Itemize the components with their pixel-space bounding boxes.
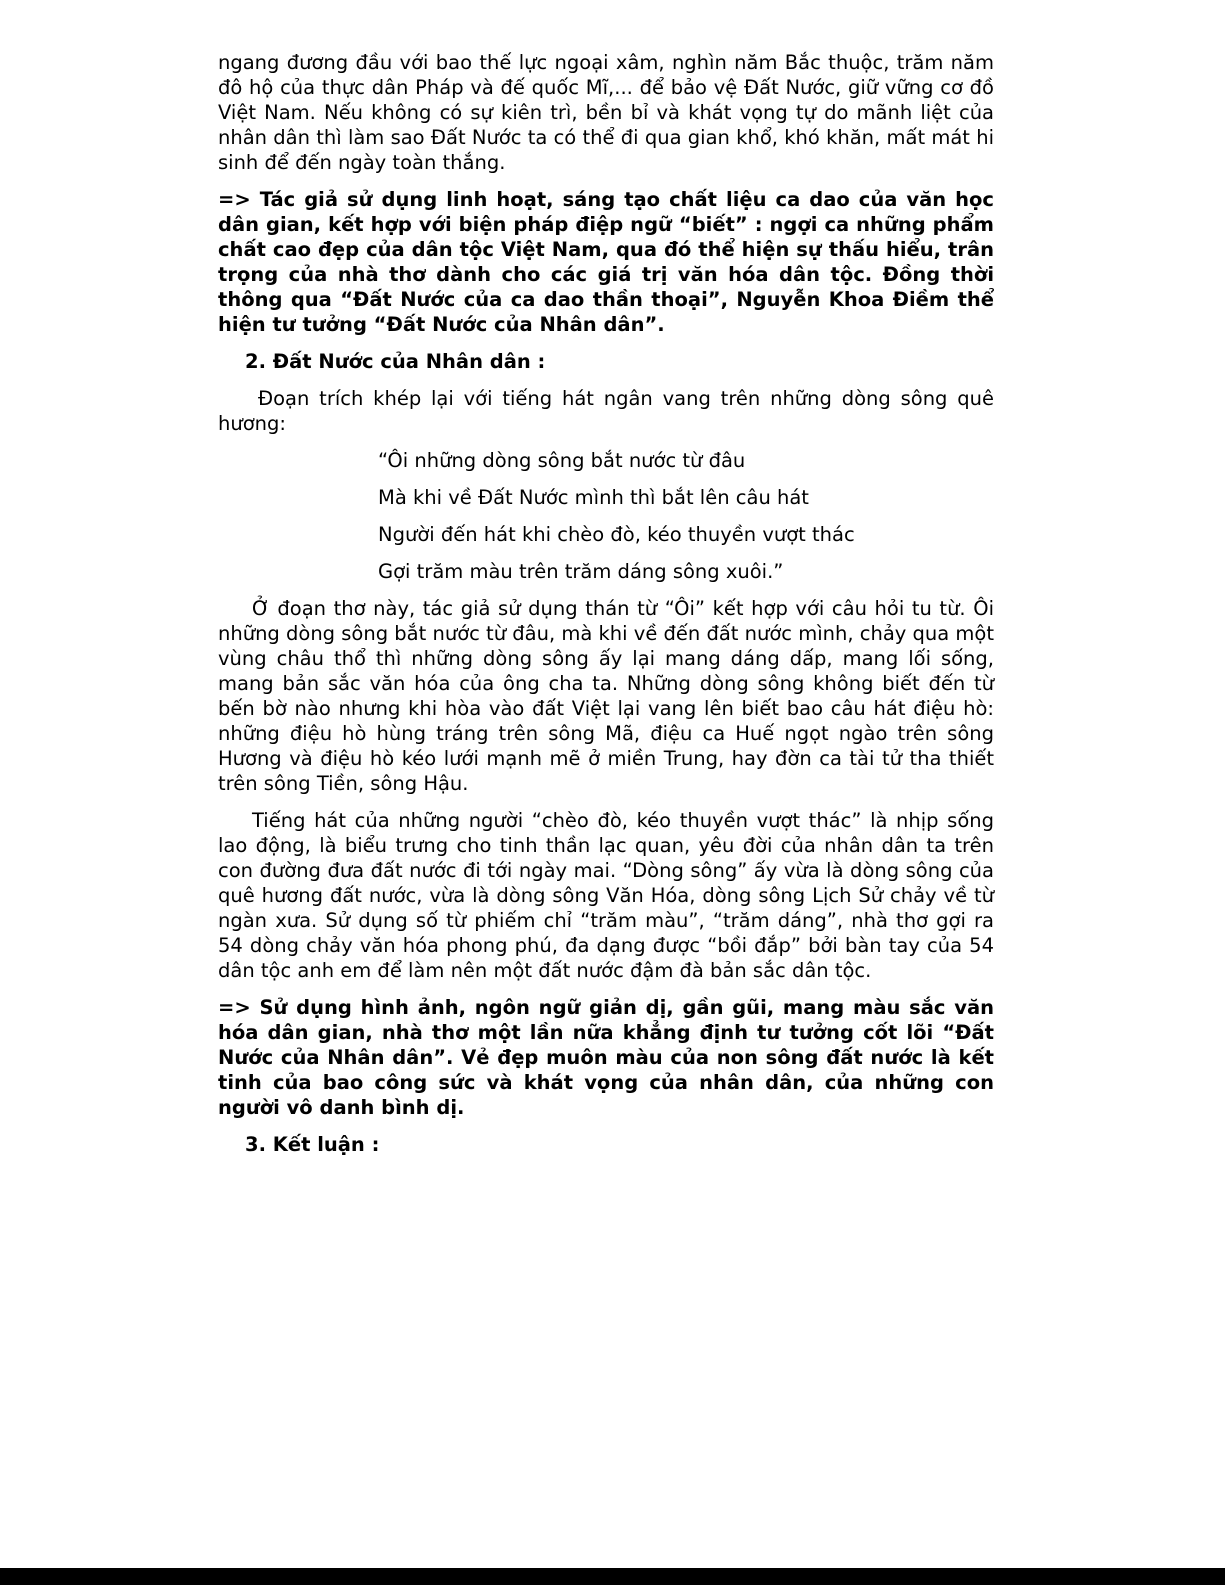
section-heading-3: 3. Kết luận :: [245, 1133, 380, 1156]
paragraph-continuation: ngang đương đầu với bao thế lực ngoại xâm, nghìn năm Bắc thuộc, trăm năm đô hộ của thực dân Pháp và đế quốc Mĩ,... để bảo vệ Đất Nước, giữ vững cơ đồ Việt Nam. Nếu không có sự kiên trì, bền bỉ và khát vọng tự do mãnh liệt của nhân dân thì làm sao Đất Nước ta có thể đi qua gian khổ, khó khăn, mất mát hi sinh để đến ngày toàn thắng.: [218, 51, 994, 174]
analysis-paragraph-1: Ở đoạn thơ này, tác giả sử dụng thán từ “Ôi” kết hợp với câu hỏi tu từ. Ôi những dòng sông bắt nước từ đâu, mà khi về đến đất nước mình, chảy qua một vùng châu thổ thì những dòng sông ấy lại mang dáng dấp, mang lối sống, mang bản sắc văn hóa của ông cha ta. Những dòng sông không biết đến từ bến bờ nào nhưng khi hòa vào đất Việt lại vang lên biết bao câu hát điệu hò: những điệu hò hùng tráng trên sông Mã, điệu ca Huế ngọt ngào trên sông Hương và điệu hò kéo lưới mạnh mẽ ở miền Trung, hay đờn ca tài tử tha thiết trên sông Tiền, sông Hậu.: [218, 597, 994, 795]
poem-line: Mà khi về Đất Nước mình thì bắt lên câu hát: [378, 486, 809, 509]
summary-paragraph-2: => Sử dụng hình ảnh, ngôn ngữ giản dị, gần gũi, mang màu sắc văn hóa dân gian, nhà thơ một lần nữa khẳng định tư tưởng cốt lõi “Đất Nước của Nhân dân”. Vẻ đẹp muôn màu của non sông đất nước là kết tinh của bao công sức và khát vọng của nhân dân, của những con người vô danh bình dị.: [218, 996, 994, 1119]
document-page: [218, 50, 994, 1169]
summary-paragraph-1: => Tác giả sử dụng linh hoạt, sáng tạo chất liệu ca dao của văn học dân gian, kết hợp với biện pháp điệp ngữ “biết” : ngợi ca những phẩm chất cao đẹp của dân tộc Việt Nam, qua đó thể hiện sự thấu hiểu, trân trọng của nhà thơ dành cho các giá trị văn hóa dân tộc. Đồng thời thông qua “Đất Nước của ca dao thần thoại”, Nguyễn Khoa Điềm thể hiện tư tưởng “Đất Nước của Nhân dân”.: [218, 188, 994, 336]
page-bottom-border: [0, 1568, 1225, 1585]
intro-paragraph: Đoạn trích khép lại với tiếng hát ngân vang trên những dòng sông quê hương:: [218, 387, 994, 435]
poem-excerpt: [378, 448, 994, 584]
poem-line: “Ôi những dòng sông bắt nước từ đâu: [378, 449, 746, 472]
analysis-paragraph-2: Tiếng hát của những người “chèo đò, kéo thuyền vượt thác” là nhịp sống lao động, là biểu trưng cho tinh thần lạc quan, yêu đời của nhân dân ta trên con đường đưa đất nước đi tới ngày mai. “Dòng sông” ấy vừa là dòng sông của quê hương đất nước, vừa là dòng sông Văn Hóa, dòng sông Lịch Sử chảy về từ ngàn xưa. Sử dụng số từ phiếm chỉ “trăm màu”, “trăm dáng”, nhà thơ gợi ra 54 dòng chảy văn hóa phong phú, đa dạng được “bồi đắp” bởi bàn tay của 54 dân tộc anh em để làm nên một đất nước đậm đà bản sắc dân tộc.: [218, 809, 994, 982]
poem-line: Người đến hát khi chèo đò, kéo thuyền vượt thác: [378, 523, 855, 546]
poem-line: Gợi trăm màu trên trăm dáng sông xuôi.”: [378, 560, 784, 583]
section-heading-2: 2. Đất Nước của Nhân dân :: [245, 350, 546, 373]
